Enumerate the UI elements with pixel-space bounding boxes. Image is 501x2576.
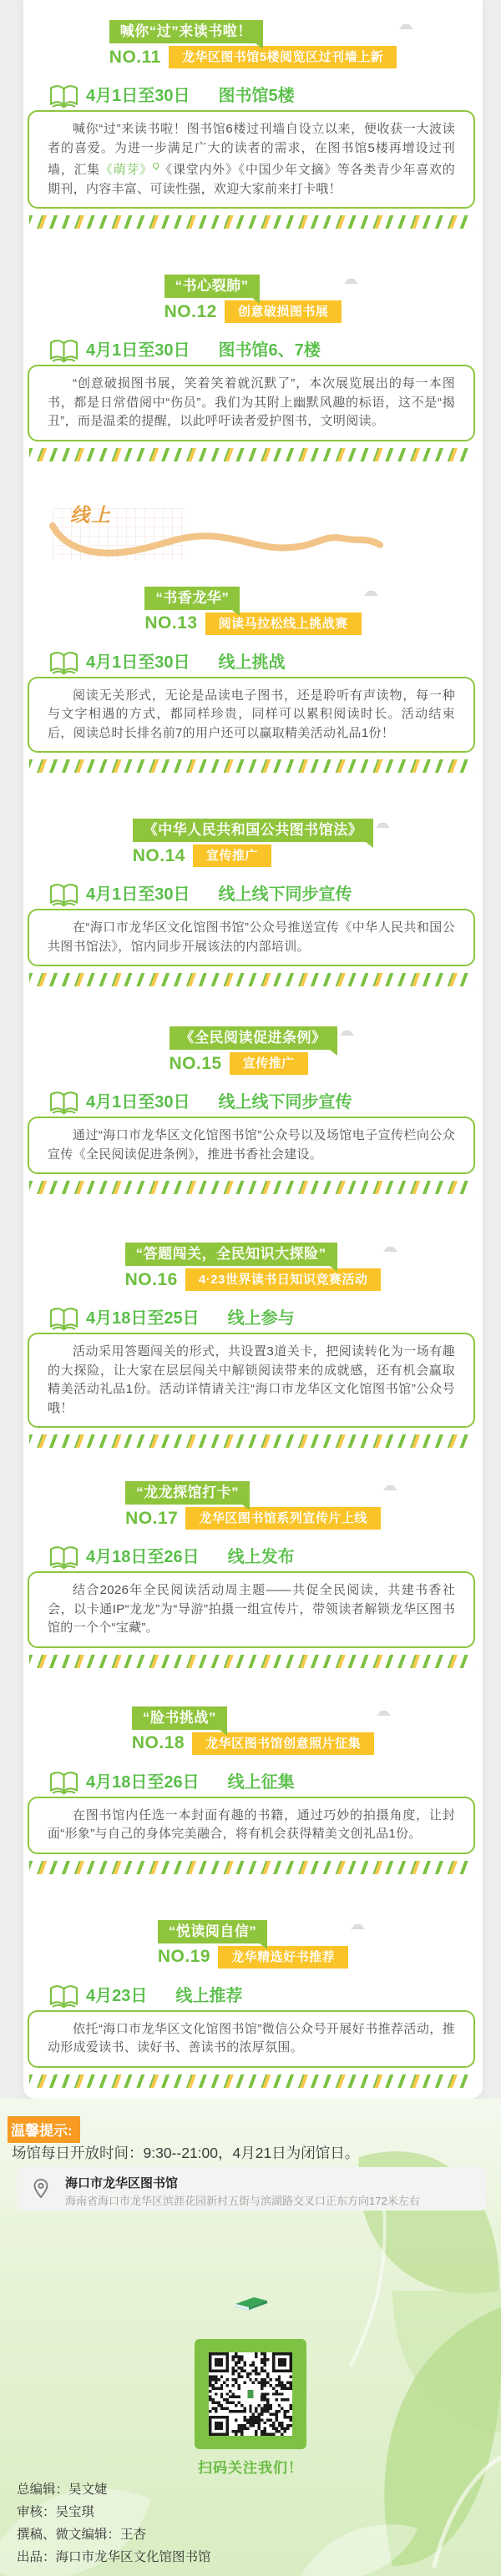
location-name: 海口市龙华区图书馆 <box>65 2176 179 2190</box>
date-row <box>48 648 483 673</box>
section-number: NO.11 <box>109 47 161 67</box>
section-header <box>125 1243 382 1291</box>
activity-section <box>23 986 483 1194</box>
activity-mode: 线上征集 <box>227 1772 295 1792</box>
date-range: 4月18日至26日 <box>86 1548 200 1566</box>
activity-mode: 线上参与 <box>227 1309 295 1328</box>
badge-tail <box>366 842 373 848</box>
date-range: 4月1日至30日 <box>86 1093 190 1112</box>
corner-mark-icon <box>364 585 378 596</box>
inline-search-link[interactable]: 《萌芽》 <box>99 163 153 177</box>
body-text-segment: 结合2026年全民阅读活动周主题——共促全民阅读，共建书香社会，以卡通IP“龙龙”为“导游”拍摄一组宣传片，带领读者解锁龙华区图书馆的一个个“宝藏”。 <box>48 1583 455 1635</box>
book-stack-icon <box>229 2296 272 2318</box>
search-icon: Q <box>152 162 159 171</box>
date-row <box>48 1543 483 1567</box>
corner-mark-icon <box>383 1480 397 1490</box>
online-activities-list <box>23 567 483 2088</box>
date-row <box>48 1304 483 1328</box>
section-header <box>164 275 342 323</box>
section-number-row <box>158 1946 348 1969</box>
section-number-row <box>170 1052 337 1075</box>
activity-section <box>23 229 483 461</box>
open-book-icon <box>48 1545 79 1571</box>
open-book-icon <box>48 339 79 365</box>
activity-description-box <box>28 1571 475 1648</box>
section-header <box>133 819 374 867</box>
body-text-segment: 在“海口市龙华区文化馆图书馆”公众号推送宣传《中华人民共和国公共图书馆法》，馆内同步开展该法的内部培训。 <box>48 920 455 954</box>
section-number-row <box>125 1268 382 1291</box>
activity-description <box>48 2020 455 2058</box>
credit-reviewer: 审核：吴宝琪 <box>17 2505 95 2519</box>
activity-mode: 线上发布 <box>227 1548 295 1566</box>
body-text-segment: 通过“海口市龙华区文化馆图书馆”公众号以及场馆电子宣传栏向公众宣传《全民阅读促进条例》，推进书香社会建设。 <box>48 1128 455 1162</box>
slash-divider <box>29 759 473 773</box>
activity-mode: 图书馆6、7楼 <box>218 341 321 360</box>
badge-tail <box>330 1050 337 1056</box>
date-range: 4月1日至30日 <box>86 341 190 360</box>
open-book-icon <box>48 1307 79 1333</box>
credit-writer: 撰稿、微文编辑：王杏 <box>17 2528 147 2542</box>
body-text-segment: 活动采用答题闯关的形式，共设置3道关卡，把阅读转化为一场有趣的大探险，让大家在层层闯关中解锁阅读带来的成就感，还有机会赢取精美活动礼品1份。活动详情请关注“海口市龙华区文化馆图书馆”公众号哦！ <box>48 1344 455 1415</box>
open-book-icon <box>48 1771 79 1797</box>
body-text-segment: 依托“海口市龙华区文化馆图书馆”微信公众号开展好书推荐活动，推动形成爱读书、读好书、善读书的浓厚氛围。 <box>48 2021 455 2054</box>
section-title-badge: “书心裂肺” <box>164 275 260 298</box>
badge-tail <box>220 1730 227 1736</box>
activity-description <box>48 120 455 199</box>
date-range: 4月23日 <box>86 1986 148 2005</box>
slash-divider <box>29 973 473 986</box>
qr-code <box>209 2352 292 2436</box>
credit-producer: 出品：海口市龙华区文化馆图书馆 <box>17 2550 211 2564</box>
corner-mark-icon <box>340 1025 354 1036</box>
date-range: 4月1日至30日 <box>86 885 190 904</box>
activity-description-box <box>28 1117 475 1174</box>
activity-description <box>48 1343 455 1418</box>
corner-mark-icon <box>383 1241 397 1252</box>
qr-code-frame <box>195 2339 306 2449</box>
section-header <box>144 587 361 635</box>
open-book-icon <box>48 883 79 909</box>
credits-block <box>17 2478 211 2568</box>
body-text-segment: 在图书馆内任选一本封面有趣的书籍，通过巧妙的拍摄角度，让封面“形象”与自己的身体完美融合，将有机会获得精美文创礼品1份。 <box>48 1807 455 1841</box>
section-tag-badge: 龙华精选好书推荐 <box>218 1946 348 1969</box>
activity-section <box>23 1668 483 1874</box>
date-row <box>48 1768 483 1792</box>
activity-section <box>23 773 483 986</box>
section-title-badge: “龙龙探馆打卡” <box>125 1481 250 1505</box>
section-title-badge: 《全民阅读促进条例》 <box>170 1026 337 1050</box>
date-row <box>48 1088 483 1112</box>
activity-section <box>23 1194 483 1448</box>
badge-tail <box>242 1505 250 1510</box>
badge-tail <box>232 610 240 616</box>
activity-description <box>48 1581 455 1638</box>
section-number-row <box>109 46 397 68</box>
section-tag-badge: 阅读马拉松线上挑战赛 <box>205 612 362 635</box>
date-row <box>48 1982 483 2006</box>
offline-activities-list <box>23 0 483 461</box>
activity-description-box <box>28 110 475 209</box>
wave-decoration <box>47 514 389 557</box>
section-header <box>170 1026 337 1075</box>
section-number: NO.12 <box>164 301 217 321</box>
section-tag-badge: 宣传推广 <box>230 1052 308 1075</box>
section-tag-badge: 创意破损图书展 <box>225 300 342 323</box>
activity-description <box>48 687 455 744</box>
slash-divider <box>29 1434 473 1448</box>
section-title-badge: “书香龙华” <box>144 587 240 610</box>
footer-area <box>0 2099 501 2576</box>
section-number-row <box>132 1732 374 1755</box>
activity-description-box <box>28 365 475 441</box>
body-text-segment: “创意破损图书展，笑着笑着就沉默了”，本次展览展出的每一本图书，都是日常借阅中“伤员”。我们为其附上幽默风趣的标语，这不是“揭丑”，而是温柔的提醒，以此呼吁读者爱护图书，文明阅读。 <box>48 376 455 428</box>
open-book-icon <box>48 651 79 677</box>
activity-description-box <box>28 1333 475 1428</box>
activity-description-box <box>28 1797 475 1854</box>
corner-mark-icon <box>399 18 413 29</box>
open-book-icon <box>48 1984 79 2010</box>
slash-divider <box>29 215 473 229</box>
activity-mode: 线上推荐 <box>175 1986 243 2005</box>
badge-tail <box>260 1943 267 1949</box>
section-number: NO.13 <box>144 613 198 633</box>
activity-description-box <box>28 677 475 754</box>
slash-divider <box>29 2074 473 2088</box>
slash-divider <box>29 1655 473 1668</box>
section-header <box>158 1920 348 1969</box>
activity-section <box>23 1448 483 1668</box>
slash-divider <box>29 1861 473 1874</box>
opening-hours: 场馆每日开放时间：9:30--21:00，4月21日为闭馆日。 <box>12 2145 360 2161</box>
section-header <box>132 1706 374 1755</box>
activity-mode: 图书馆5楼 <box>218 87 295 105</box>
slash-divider <box>29 1181 473 1194</box>
corner-mark-icon <box>376 817 390 828</box>
activity-description-box <box>28 909 475 966</box>
date-range: 4月1日至30日 <box>86 87 190 105</box>
notice-badge: 温馨提示: <box>8 2116 80 2143</box>
section-number: NO.19 <box>157 1947 211 1966</box>
date-row <box>48 880 483 905</box>
date-row <box>48 82 483 106</box>
activity-section <box>23 567 483 774</box>
section-title-badge: “悦读阅自信” <box>158 1920 268 1943</box>
activity-description <box>48 375 455 431</box>
corner-mark-icon <box>351 1918 365 1929</box>
corner-mark-icon <box>344 273 358 284</box>
location-pin-icon <box>31 2178 51 2204</box>
section-title-badge: 《中华人民共和国公共图书馆法》 <box>133 819 374 842</box>
activity-description <box>48 919 455 956</box>
section-title-badge: “脸书挑战” <box>132 1706 227 1730</box>
badge-tail <box>330 1266 337 1272</box>
section-title-badge: “答题闯关，全民知识大探险” <box>125 1243 337 1266</box>
date-range: 4月1日至30日 <box>86 653 190 672</box>
date-range: 4月18日至26日 <box>86 1772 200 1792</box>
section-header <box>109 20 397 68</box>
section-title-badge: 喊你“过”来读书啦！ <box>109 20 263 43</box>
activity-section <box>23 1874 483 2088</box>
badge-tail <box>252 298 260 304</box>
location-address: 海南省海口市龙华区滨涯花园新村五街与滨湖路交叉口正东方向172米左右 <box>65 2195 420 2207</box>
section-number: NO.18 <box>131 1733 185 1752</box>
section-tag-badge: 龙华区图书馆5楼阅览区过刊墙上新 <box>169 46 397 68</box>
activity-section <box>23 0 483 229</box>
slash-divider <box>29 448 473 461</box>
section-header <box>125 1481 381 1530</box>
corner-mark-icon <box>377 1705 391 1716</box>
section-number-row <box>125 1507 381 1530</box>
activity-description-box <box>28 2010 475 2068</box>
credit-editor: 总编辑：吴文婕 <box>17 2483 108 2497</box>
activity-description <box>48 1127 455 1164</box>
section-number: NO.16 <box>124 1269 178 1289</box>
body-text-segment: 喊你“过”来读书啦！图书馆6楼过刊墙自设立以来，便收获一大波读者的喜爱。为进一步满足广大的读者的需求，在图书馆5楼再增设过刊墙，汇集 <box>48 122 455 177</box>
qr-caption: 扫码关注我们！ <box>198 2460 303 2476</box>
body-text-segment: 《课堂内外》《中国少年文摘》等各类青少年喜欢的期刊，内容丰富、可读性强，欢迎大家前来打卡哦！ <box>48 163 455 196</box>
section-number-row <box>133 844 374 867</box>
date-row <box>48 336 483 360</box>
section-tag-badge: 4·23世界读书日知识竞赛活动 <box>185 1268 382 1291</box>
section-number-row <box>144 612 361 635</box>
article-card <box>23 0 483 2099</box>
location-card[interactable] <box>17 2167 486 2211</box>
activity-mode: 线上线下同步宣传 <box>218 885 352 904</box>
section-tag-badge: 龙华区图书馆创意照片征集 <box>192 1732 374 1755</box>
section-number: NO.14 <box>132 845 185 865</box>
section-number: NO.15 <box>169 1053 222 1073</box>
online-section-label: 线上 <box>70 503 112 526</box>
activity-description <box>48 1807 455 1844</box>
section-tag-badge: 宣传推广 <box>193 844 271 867</box>
online-section-divider <box>23 500 483 567</box>
section-number-row <box>164 300 342 323</box>
open-book-icon <box>48 84 79 110</box>
activity-mode: 线上挑战 <box>218 653 286 672</box>
section-number: NO.17 <box>125 1508 179 1528</box>
date-range: 4月18日至25日 <box>86 1309 200 1328</box>
open-book-icon <box>48 1091 79 1117</box>
section-tag-badge: 龙华区图书馆系列宣传片上线 <box>185 1507 381 1530</box>
activity-mode: 线上线下同步宣传 <box>218 1093 352 1112</box>
badge-tail <box>256 43 263 49</box>
body-text-segment: 阅读无关形式，无论是品读电子图书，还是聆听有声读物，每一种与文字相遇的方式，都同样珍贵，同样可以累积阅读时长。活动结束后，阅读总时长排名前7的用户还可以赢取精美活动礼品1份！ <box>48 688 455 740</box>
